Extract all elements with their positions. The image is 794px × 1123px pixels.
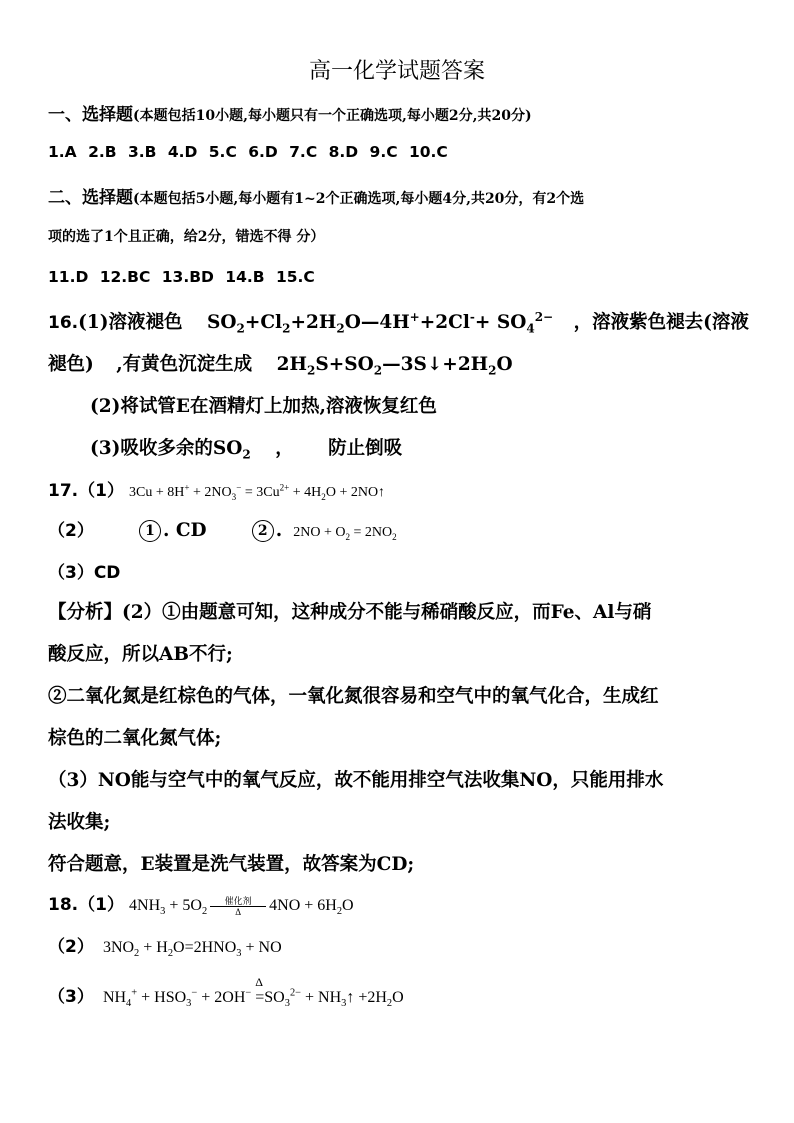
- q17-analysis-line5: （3）NO能与空气中的氧气反应，故不能用排空气法收集NO，只能用排水: [48, 770, 664, 791]
- q18-line1: [48, 890, 354, 917]
- section2-answers: 11.D 12.BC 13.BD 14.B 15.C: [48, 268, 315, 286]
- circled-number-icon: 1: [139, 520, 161, 542]
- q18-equation-1: $4NH_3 + 5O_2$ $\frac{\text{催化剂}}{\Delta}$ $4NO + 6H_2O$: [129, 895, 354, 918]
- q18-equation-3: $NH_4^+ + HSO_3^- + 2OH^-$ Δ $=SO_3^{2-}$ + $NH_3↑ +2H_2O$: [102, 975, 404, 1010]
- q17-part3: （3）CD: [48, 563, 121, 583]
- q17-analysis-line6: 法收集;: [48, 812, 111, 833]
- q16-line1: [48, 308, 749, 334]
- section1-heading: 一、选择题: [48, 105, 133, 125]
- q17-part2-label: （2）: [48, 521, 94, 541]
- q16-part3: (3)吸收多余的$SO_2$ ， 防止倒吸: [90, 438, 403, 462]
- q17-part2-option1: 1 . CD: [139, 520, 207, 541]
- section1-note: (本题包括10小题,每小题只有一个正确选项,每小题2分,共20分): [133, 108, 532, 124]
- q18-line3: [48, 975, 404, 1010]
- section1-header: [48, 100, 532, 125]
- section2-note-line1: (本题包括5小题,每小题有1~2个正确选项,每小题4分,共20分，有2个选: [133, 191, 585, 207]
- q16-part3-b: ，: [275, 438, 294, 459]
- q17-equation-2: $2NO + O_2 = 2NO_2$: [293, 525, 397, 542]
- catalyst-condition: $\frac{\text{催化剂}}{\Delta}$: [210, 896, 266, 917]
- q16-equation-1: $SO_2+Cl_2+2H_2O—4H^++2Cl^-+ SO_4^{2-}$: [206, 309, 554, 336]
- q18-line2: [48, 932, 282, 960]
- q17-analysis-line7: 符合题意，E装置是洗气装置，故答案为CD;: [48, 854, 415, 875]
- page-title: 高一化学试题答案: [308, 59, 485, 84]
- q16-part1-text2: ，溶液紫色褪去(溶液: [573, 312, 749, 333]
- q18-part1-label: 18.（1）: [48, 895, 124, 915]
- q17-analysis-line1: 【分析】(2）①由题意可知，这种成分不能与稀硝酸反应，而Fe、Al与硝: [48, 602, 652, 623]
- q16-equation-2: $2H_2S+SO_2—3S↓+2H_2O$: [276, 354, 513, 378]
- q16-line2: [48, 350, 513, 376]
- q16-part1-line2-b: ,有黄色沉淀生成: [116, 354, 253, 375]
- q17-part2-option2: 2 .: [252, 520, 282, 541]
- q17-part1-label: 17.（1）: [48, 481, 124, 501]
- q16-part3-c: 防止倒吸: [328, 438, 403, 459]
- section2-heading: 二、选择题: [48, 188, 133, 208]
- q17-equation-1: $3Cu + 8H^+ + 2NO_3^- = 3Cu^{2+} + 4H_2O$ + 2NO↑: [129, 482, 386, 502]
- q16-part1-text: (1)溶液褪色: [78, 312, 183, 333]
- q17-analysis-line4: 棕色的二氧化氮气体;: [48, 728, 222, 749]
- q17-analysis-line3: ②二氧化氮是红棕色的气体，一氧化氮很容易和空气中的氧气化合，生成红: [48, 686, 659, 707]
- q17-line1: [48, 476, 385, 501]
- q18-part2-label: （2）: [48, 937, 94, 957]
- q16-part2: (2)将试管E在酒精灯上加热,溶液恢复红色: [90, 396, 437, 417]
- section2-header: [48, 183, 584, 208]
- q16-number: 16.: [48, 313, 79, 333]
- section2-note-line2: 项的选了1个且正确，给2分，错选不得 分）: [48, 229, 325, 245]
- circled-number-icon: 2: [252, 520, 274, 542]
- q16-part3-a: (3)吸收多余的SO: [90, 438, 243, 459]
- section1-answers: 1.A 2.B 3.B 4.D 5.C 6.D 7.C 8.D 9.C 10.C: [48, 143, 448, 161]
- heat-condition: Δ =: [255, 975, 265, 1006]
- q17-analysis-line2: 酸反应，所以AB不行;: [48, 644, 233, 665]
- q16-part1-line2-a: 褪色): [48, 354, 94, 375]
- q17-line2: [48, 516, 397, 542]
- q18-part3-label: （3）: [48, 987, 94, 1007]
- q18-equation-2: $3NO_2 + H_2O=2HNO_3$ + NO: [102, 939, 282, 960]
